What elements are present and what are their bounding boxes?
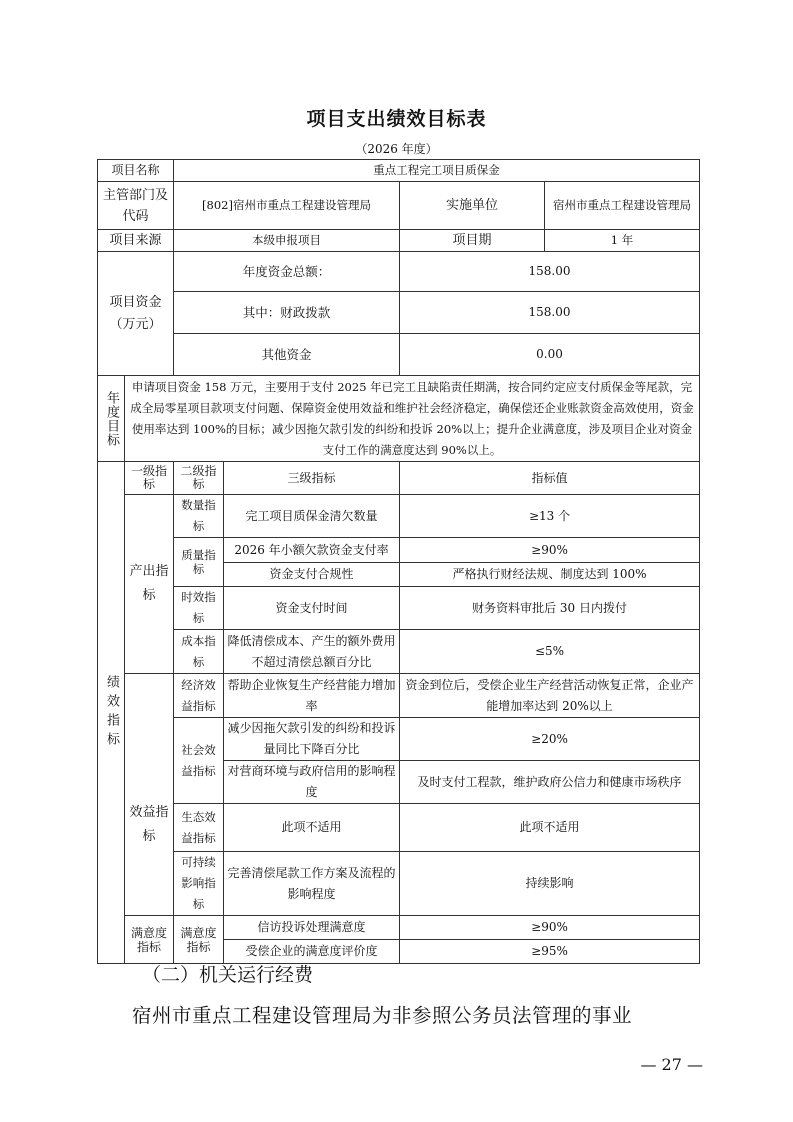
header-level3: 三级指标 — [224, 462, 400, 495]
header-level1: 一级指标 — [125, 462, 174, 495]
indicator-row — [98, 718, 700, 761]
section-body: 宿州市重点工程建设管理局为非参照公务员法管理的事业 — [132, 1004, 633, 1027]
level2-ecological: 生态效益指标 — [174, 804, 224, 852]
year-subtitle: （2026 年度） — [355, 142, 438, 156]
level2-cost: 成本指标 — [174, 630, 224, 674]
indicator-row — [98, 630, 700, 674]
indicator-name: 2026 年小额欠款资金支付率 — [224, 538, 400, 563]
indicator-name: 受偿企业的满意度评价度 — [224, 940, 400, 964]
project-name-value: 重点工程完工项目质保金 — [174, 160, 700, 182]
goal-label: 年度目标 — [104, 390, 119, 447]
header-value: 指标值 — [400, 462, 700, 495]
header-level2: 二级指标 — [174, 462, 224, 495]
page-title: 项目支出绩效目标表 — [306, 108, 487, 130]
level2-quantity: 数量指标 — [174, 495, 224, 538]
goal-label-cell — [98, 376, 125, 462]
indicator-value: ≥90% — [400, 538, 700, 563]
indicator-name: 对营商环境与政府信用的影响程度 — [224, 761, 400, 804]
indicator-value: 严格执行财经法规、制度达到 100% — [400, 563, 700, 587]
level1-benefit: 效益指标 — [125, 674, 174, 916]
row-fund-fiscal — [98, 292, 700, 334]
indicator-row — [98, 804, 700, 852]
row-source — [98, 230, 700, 252]
period-label: 项目期 — [400, 230, 545, 252]
indicator-value: 此项不适用 — [400, 804, 700, 852]
level2-sustainability: 可持续影响指标 — [174, 852, 224, 916]
level2-economic: 经济效益指标 — [174, 674, 224, 718]
level1-output: 产出指标 — [125, 495, 174, 674]
impl-label: 实施单位 — [400, 182, 545, 230]
funds-label: 项目资金 — [109, 294, 162, 310]
indicator-row — [98, 916, 700, 940]
indicator-value: ≥13 个 — [400, 495, 700, 538]
indicator-row — [98, 538, 700, 563]
row-indicator-header — [98, 462, 700, 495]
indicator-row — [98, 674, 700, 718]
indicator-name: 此项不适用 — [224, 804, 400, 852]
indicator-value: 财务资料审批后 30 日内拨付 — [400, 587, 700, 630]
goal-text: 申请项目资金 158 万元，主要用于支付 2025 年已完工且缺陷责任期满，按合同约定应支付质保金等尾款，完成全局零星项目款项支付问题、保障资金使用效益和维护社会经济稳定，确保偿还企业账款资金高效使用，资金使用率达到 100%的目标；减少因拖欠款引发的纠纷和投诉 20%以上；提升企业满意度，涉及项目企业对资金支付工作的满意度达到 90%以上。 — [125, 376, 700, 462]
indicator-name: 减少因拖欠款引发的纠纷和投诉量同比下降百分比 — [224, 718, 400, 761]
level2-timeliness: 时效指标 — [174, 587, 224, 630]
funds-label-cell — [98, 252, 174, 376]
level2-social: 社会效益指标 — [174, 718, 224, 804]
level2-quality: 质量指标 — [174, 538, 224, 587]
row-dept — [98, 182, 700, 230]
indicators-label-cell — [98, 462, 125, 964]
indicator-row — [98, 495, 700, 538]
indicators-label: 绩效指标 — [104, 674, 119, 751]
fund-value: 158.00 — [400, 292, 700, 334]
indicator-name: 完善清偿尾款工作方案及流程的影响程度 — [224, 852, 400, 916]
row-annual-goal — [98, 376, 700, 462]
project-name-label: 项目名称 — [98, 160, 174, 182]
indicator-value: 及时支付工程款，维护政府公信力和健康市场秩序 — [400, 761, 700, 804]
dept-value: [802]宿州市重点工程建设管理局 — [174, 182, 400, 230]
indicator-row — [98, 587, 700, 630]
fund-label: 年度资金总额： — [174, 252, 400, 292]
period-value: 1 年 — [545, 230, 700, 252]
indicator-row — [98, 852, 700, 916]
dept-label: 主管部门及代码 — [98, 182, 174, 230]
indicator-name: 资金支付合规性 — [224, 563, 400, 587]
indicator-name: 降低清偿成本、产生的额外费用不超过清偿总额百分比 — [224, 630, 400, 674]
source-label: 项目来源 — [98, 230, 174, 252]
performance-target-table — [97, 159, 700, 964]
fund-value: 158.00 — [400, 252, 700, 292]
impl-value: 宿州市重点工程建设管理局 — [545, 182, 700, 230]
indicator-name: 信访投诉处理满意度 — [224, 916, 400, 940]
indicator-name: 资金支付时间 — [224, 587, 400, 630]
level1-satisfaction: 满意度指标 — [125, 916, 174, 964]
indicator-value: 资金到位后，受偿企业生产经营活动恢复正常，企业产能增加率达到 20%以上 — [400, 674, 700, 718]
page-number: — 27 — — [640, 1055, 703, 1074]
section-heading: （二）机关运行经费 — [142, 964, 314, 986]
row-fund-total — [98, 252, 700, 292]
indicator-value: ≥95% — [400, 940, 700, 964]
indicator-value: ≥90% — [400, 916, 700, 940]
source-value: 本级申报项目 — [174, 230, 400, 252]
row-fund-other — [98, 334, 700, 376]
indicator-name: 帮助企业恢复生产经营能力增加率 — [224, 674, 400, 718]
indicator-value: 持续影响 — [400, 852, 700, 916]
funds-unit: （万元） — [109, 316, 162, 332]
indicator-value: ≤5% — [400, 630, 700, 674]
fund-label: 其中：财政拨款 — [174, 292, 400, 334]
indicator-value: ≥20% — [400, 718, 700, 761]
indicator-name: 完工项目质保金清欠数量 — [224, 495, 400, 538]
level2-satisfaction: 满意度指标 — [174, 916, 224, 964]
fund-value: 0.00 — [400, 334, 700, 376]
fund-label: 其他资金 — [174, 334, 400, 376]
row-project-name — [98, 160, 700, 182]
